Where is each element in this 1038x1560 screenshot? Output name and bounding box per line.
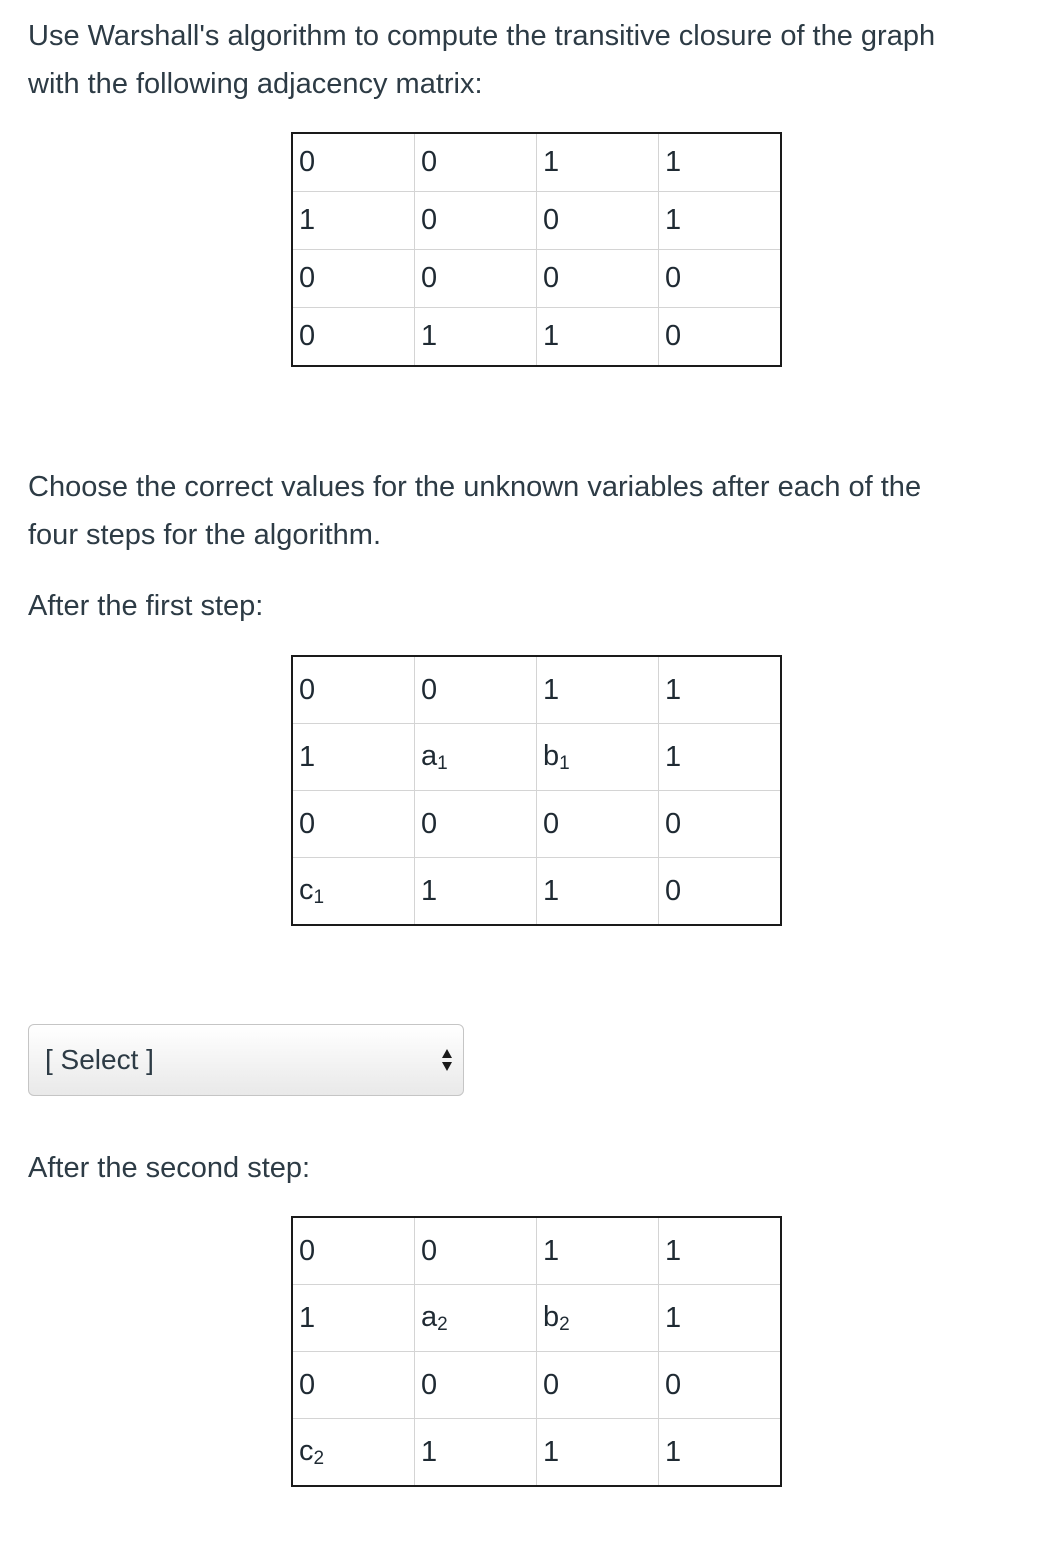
- matrix-cell: 1: [537, 1217, 659, 1285]
- matrix-cell: $a_1$: [415, 724, 537, 791]
- matrix-cell: 0: [659, 1352, 782, 1419]
- matrix-row: [292, 1285, 781, 1352]
- matrix-cell: 0: [659, 308, 782, 367]
- matrix-row: [292, 308, 781, 367]
- matrix-cell: 0: [537, 192, 659, 250]
- matrix-cell: 1: [292, 192, 415, 250]
- step1-matrix: [291, 655, 782, 926]
- matrix-cell: 1: [659, 1217, 782, 1285]
- matrix-cell: 1: [659, 656, 782, 724]
- matrix-cell: $c_2$: [292, 1419, 415, 1487]
- matrix-row: [292, 656, 781, 724]
- matrix-cell: 0: [299, 146, 316, 178]
- matrix-cell: 0: [659, 858, 782, 926]
- matrix-cell: 0: [659, 791, 782, 858]
- matrix-cell: $b_1$: [537, 724, 659, 791]
- matrix-cell: 1: [415, 1419, 537, 1487]
- matrix-cell: 1: [659, 1285, 782, 1352]
- matrix-cell: 0: [415, 250, 537, 308]
- matrix-cell: 0: [415, 1217, 537, 1285]
- matrix-row: [292, 192, 781, 250]
- matrix-cell: 0: [537, 1352, 659, 1419]
- matrix-cell: 1: [659, 192, 782, 250]
- matrix-cell: 1: [537, 133, 659, 192]
- matrix-cell: 0: [415, 791, 537, 858]
- step1-heading: After the first step:: [28, 590, 264, 622]
- matrix-cell: 1: [292, 724, 415, 791]
- matrix-cell: 0: [415, 1352, 537, 1419]
- step2-matrix: [291, 1216, 782, 1487]
- matrix-cell: 1: [537, 1419, 659, 1487]
- step1-answer-select[interactable]: [28, 1024, 464, 1096]
- matrix-cell: $a_2$: [415, 1285, 537, 1352]
- matrix-cell: 0: [415, 133, 537, 192]
- matrix-cell: 0: [292, 1352, 415, 1419]
- select-label: [ Select ]: [45, 1044, 154, 1075]
- matrix-cell: 0: [292, 791, 415, 858]
- matrix-cell: 0: [415, 656, 537, 724]
- instruction-text: [28, 463, 1028, 559]
- select-updown-arrows-icon: [441, 1047, 453, 1073]
- matrix-cell: 1: [537, 858, 659, 926]
- matrix-cell: 0: [659, 250, 782, 308]
- matrix-cell: 1: [537, 656, 659, 724]
- matrix-cell: 1: [659, 133, 782, 192]
- matrix-cell: 0: [415, 192, 537, 250]
- matrix-row: [292, 1352, 781, 1419]
- matrix-cell: 1: [659, 1419, 782, 1487]
- matrix-row: [292, 858, 781, 926]
- matrix-cell: 1: [415, 308, 537, 367]
- matrix-row: [292, 133, 781, 192]
- matrix-cell: 0: [537, 791, 659, 858]
- matrix-cell: $b_2$: [537, 1285, 659, 1352]
- instruction-line-1: Choose the correct values for the unknown variables after each of the: [28, 471, 922, 503]
- matrix-cell: 0: [292, 308, 415, 367]
- matrix-cell: 1: [659, 724, 782, 791]
- intro-line-2: with the following adjacency matrix:: [28, 68, 483, 100]
- intro-line-1: Use Warshall's algorithm to compute the transitive closure of the graph: [28, 20, 936, 52]
- matrix-cell: 1: [415, 858, 537, 926]
- matrix-cell: 1: [292, 1285, 415, 1352]
- matrix-row: [292, 250, 781, 308]
- matrix-row: [292, 724, 781, 791]
- instruction-line-2: four steps for the algorithm.: [28, 519, 381, 551]
- step2-heading: After the second step:: [28, 1152, 311, 1184]
- matrix-cell: 0: [537, 250, 659, 308]
- matrix-row: [292, 791, 781, 858]
- question-intro: [28, 12, 1028, 108]
- matrix-cell: 0: [299, 1234, 316, 1267]
- matrix-cell: 1: [537, 308, 659, 367]
- matrix-cell: 0: [299, 673, 316, 706]
- matrix-cell: 0: [292, 250, 415, 308]
- matrix-row: [292, 1217, 781, 1285]
- matrix-cell: $c_1$: [292, 858, 415, 926]
- adjacency-matrix: [291, 132, 782, 367]
- matrix-row: [292, 1419, 781, 1487]
